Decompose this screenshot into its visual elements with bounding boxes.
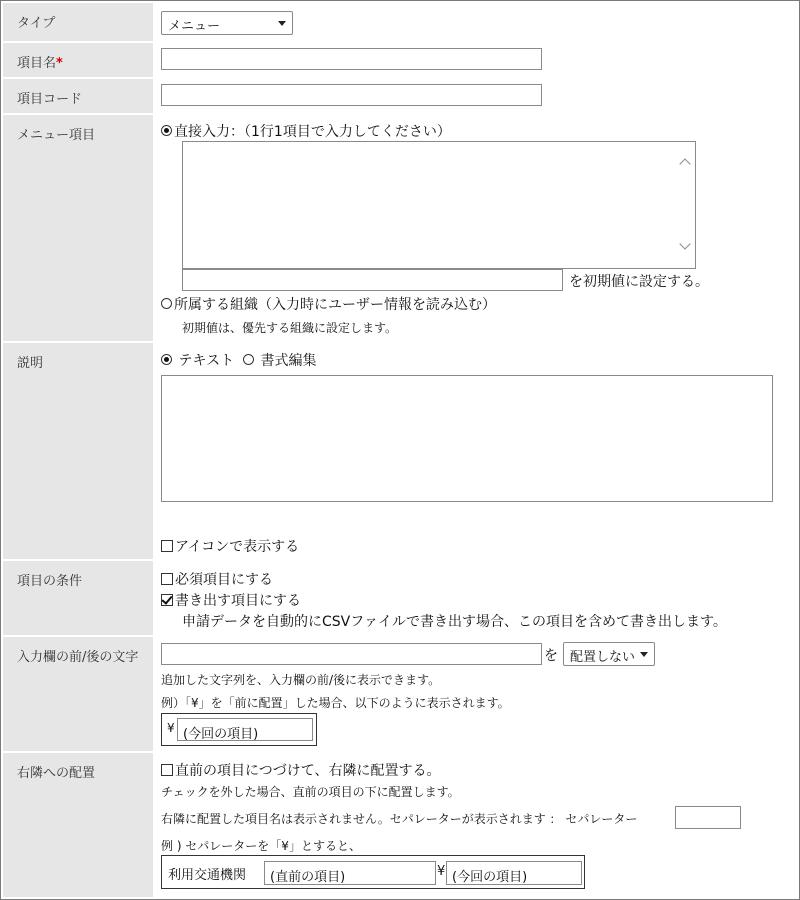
- required-checkbox[interactable]: [161, 573, 173, 585]
- right-placement-note: チェックを外した場合、直前の項目の下に配置します。: [161, 785, 460, 799]
- row-description: [1, 341, 799, 559]
- menu-items-textarea[interactable]: [182, 141, 696, 269]
- export-checkbox[interactable]: [161, 594, 173, 606]
- row-item-code: [1, 77, 799, 113]
- separator-note: 右隣に配置した項目名は表示されません。セパレーターが表示されます ： セパレーター: [161, 812, 638, 826]
- radio-text-mode[interactable]: [161, 354, 172, 365]
- description-mode: [161, 350, 317, 370]
- chevron-down-icon: [640, 652, 648, 657]
- show-icon-option[interactable]: アイコンで表示する: [161, 536, 299, 556]
- label-right-placement: 右隣への配置: [3, 753, 153, 897]
- particle-text: を: [544, 648, 558, 664]
- default-value-input[interactable]: [182, 269, 563, 291]
- item-name-input[interactable]: [161, 48, 542, 70]
- show-icon-checkbox[interactable]: [161, 540, 173, 552]
- label-menu-items: メニュー項目: [3, 115, 153, 341]
- type-select[interactable]: メニュー: [161, 11, 293, 35]
- tab-rich-mode[interactable]: 書式編集: [243, 353, 316, 369]
- row-right-placement: [1, 751, 799, 897]
- before-after-example: ¥ (今回の項目): [161, 713, 317, 746]
- org-note: 初期値は、優先する組織に設定します。: [182, 321, 398, 335]
- required-option[interactable]: 必須項目にする: [161, 569, 273, 589]
- export-note: 申請データを自動的にCSVファイルで書き出す場合、この項目を含めて書き出します。: [182, 614, 727, 630]
- example-prev-field: (直前の項目): [264, 861, 436, 885]
- label-item-code: 項目コード: [3, 79, 153, 113]
- right-placement-example: 利用交通機関 (直前の項目) ¥ (今回の項目): [161, 855, 585, 889]
- row-type: [1, 1, 799, 41]
- chevron-down-icon: [278, 21, 286, 26]
- separator-example-note: 例 ) セパレーターを「¥」とすると、: [161, 839, 361, 853]
- default-value-suffix: を初期値に設定する。: [569, 274, 709, 290]
- org-option[interactable]: 所属する組織（入力時にユーザー情報を読み込む）: [161, 294, 496, 314]
- before-after-example-note: 例）「¥」を「前に配置」した場合、以下のように表示されます。: [161, 696, 510, 710]
- export-option[interactable]: 書き出す項目にする: [161, 590, 301, 610]
- row-conditions: [1, 559, 799, 635]
- item-code-input[interactable]: [161, 84, 542, 106]
- before-after-input[interactable]: [161, 643, 542, 665]
- label-description: 説明: [3, 343, 153, 559]
- label-item-name: 項目名*: [3, 43, 153, 77]
- row-before-after: [1, 635, 799, 751]
- row-item-name: [1, 41, 799, 77]
- required-mark: *: [56, 56, 63, 71]
- radio-direct-input[interactable]: [161, 125, 172, 136]
- label-type: タイプ: [3, 3, 153, 41]
- radio-rich-mode[interactable]: [243, 354, 254, 365]
- before-after-note: 追加した文字列を、入力欄の前/後に表示できます。: [161, 673, 441, 687]
- label-before-after: 入力欄の前/後の文字: [3, 637, 153, 751]
- right-placement-option[interactable]: 直前の項目につづけて、右隣に配置する。: [161, 760, 440, 780]
- separator-input[interactable]: [675, 806, 741, 829]
- row-menu-items: [1, 113, 799, 341]
- example-current-field: (今回の項目): [446, 861, 582, 885]
- direct-input-option[interactable]: 直接入力：（1行1項目で入力してください）: [161, 121, 451, 141]
- label-conditions: 項目の条件: [3, 561, 153, 635]
- description-textarea[interactable]: [161, 375, 773, 502]
- placement-select[interactable]: 配置しない: [563, 642, 655, 666]
- example-current-field: (今回の項目): [177, 718, 313, 741]
- scroll-up-icon[interactable]: [679, 158, 690, 169]
- right-placement-checkbox[interactable]: [161, 764, 173, 776]
- scroll-down-icon[interactable]: [679, 238, 690, 249]
- radio-org[interactable]: [161, 298, 172, 309]
- tab-text-mode[interactable]: テキスト: [161, 353, 234, 369]
